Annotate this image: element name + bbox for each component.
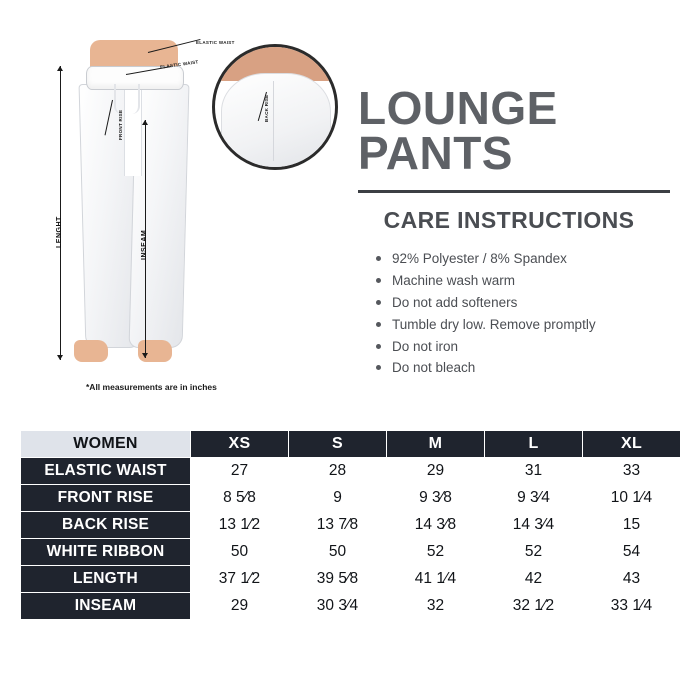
row-value: 41 1⁄4 <box>387 566 485 593</box>
size-chart-table <box>20 430 681 620</box>
header-size-xl: XL <box>583 431 681 458</box>
model-right-foot <box>138 340 172 362</box>
row-value: 54 <box>583 539 681 566</box>
dimension-arrow-length <box>60 66 61 360</box>
row-value: 13 1⁄2 <box>191 512 289 539</box>
callout-elastic-waist-top: ELASTIC WAIST <box>196 40 235 45</box>
row-value: 43 <box>583 566 681 593</box>
row-value: 37 1⁄2 <box>191 566 289 593</box>
row-label: WHITE RIBBON <box>21 539 191 566</box>
row-value: 31 <box>485 458 583 485</box>
detail-back-seam <box>273 81 274 161</box>
row-label: BACK RISE <box>21 512 191 539</box>
callout-elastic-waist-side: ELASTIC WAIST <box>159 59 199 70</box>
row-value: 13 7⁄8 <box>289 512 387 539</box>
back-rise-detail-circle <box>212 44 338 170</box>
care-instructions-list <box>372 248 688 379</box>
header-size-m: M <box>387 431 485 458</box>
row-value: 52 <box>485 539 583 566</box>
row-value: 14 3⁄8 <box>387 512 485 539</box>
header-size-xs: XS <box>191 431 289 458</box>
product-illustration <box>0 0 340 400</box>
size-chart-head <box>21 431 681 458</box>
care-item: Do not add softeners <box>372 292 688 314</box>
row-value: 15 <box>583 512 681 539</box>
row-value: 52 <box>387 539 485 566</box>
care-item: 92% Polyester / 8% Spandex <box>372 248 688 270</box>
row-value: 30 3⁄4 <box>289 593 387 620</box>
row-label: ELASTIC WAIST <box>21 458 191 485</box>
page-title <box>348 0 688 180</box>
row-label: FRONT RISE <box>21 485 191 512</box>
row-value: 10 1⁄4 <box>583 485 681 512</box>
header-women: WOMEN <box>21 431 191 458</box>
row-value: 9 3⁄4 <box>485 485 583 512</box>
title-line-1: LOUNGE <box>358 82 558 134</box>
size-chart-body <box>21 458 681 620</box>
table-row <box>21 485 681 512</box>
row-value: 32 <box>387 593 485 620</box>
row-label: LENGTH <box>21 566 191 593</box>
size-chart <box>20 430 680 620</box>
pants-graphic <box>62 40 202 360</box>
header-size-l: L <box>485 431 583 458</box>
measurement-footnote: *All measurements are in inches <box>86 382 217 392</box>
row-value: 9 <box>289 485 387 512</box>
row-value: 29 <box>387 458 485 485</box>
title-divider <box>358 190 670 193</box>
row-value: 9 3⁄8 <box>387 485 485 512</box>
header-size-s: S <box>289 431 387 458</box>
care-item: Tumble dry low. Remove promptly <box>372 314 688 336</box>
table-header-row <box>21 431 681 458</box>
dimension-label-length: LENGHT <box>56 216 63 248</box>
dimension-label-inseam: INSEAM <box>141 229 148 260</box>
callout-front-rise: FRONT RISE <box>118 109 123 140</box>
table-row <box>21 593 681 620</box>
row-value: 8 5⁄8 <box>191 485 289 512</box>
row-value: 29 <box>191 593 289 620</box>
row-value: 28 <box>289 458 387 485</box>
table-row <box>21 566 681 593</box>
callout-back-rise: BACK RISE <box>264 94 269 122</box>
row-label: INSEAM <box>21 593 191 620</box>
care-instructions-heading: CARE INSTRUCTIONS <box>383 207 635 234</box>
row-value: 33 <box>583 458 681 485</box>
table-row <box>21 539 681 566</box>
row-value: 50 <box>289 539 387 566</box>
product-info <box>348 0 688 410</box>
detail-pants-back <box>221 73 331 169</box>
row-value: 33 1⁄4 <box>583 593 681 620</box>
row-value: 42 <box>485 566 583 593</box>
care-item: Do not iron <box>372 336 688 358</box>
row-value: 39 5⁄8 <box>289 566 387 593</box>
care-item: Machine wash warm <box>372 270 688 292</box>
row-value: 27 <box>191 458 289 485</box>
table-row <box>21 512 681 539</box>
model-left-foot <box>74 340 108 362</box>
row-value: 50 <box>191 539 289 566</box>
title-line-2: PANTS <box>358 127 513 180</box>
care-item: Do not bleach <box>372 357 688 379</box>
row-value: 32 1⁄2 <box>485 593 583 620</box>
row-value: 14 3⁄4 <box>485 512 583 539</box>
table-row <box>21 458 681 485</box>
